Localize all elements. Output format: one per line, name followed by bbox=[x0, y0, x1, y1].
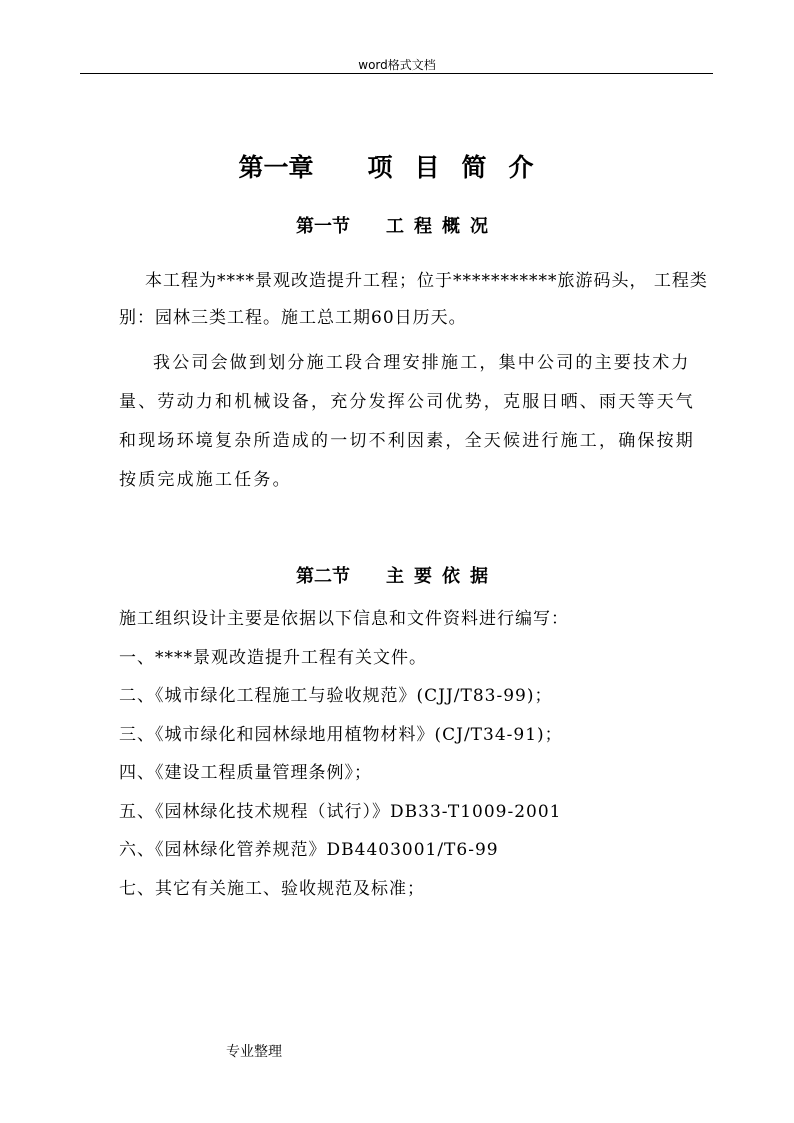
section-label: 第一节 bbox=[296, 216, 350, 237]
section-title-2 bbox=[0, 562, 794, 588]
chapter-title bbox=[0, 148, 794, 184]
section-title-1 bbox=[0, 212, 794, 238]
header-divider bbox=[80, 73, 713, 74]
section-name: 工程概况 bbox=[386, 216, 498, 237]
chapter-name: 项目简介 bbox=[367, 153, 556, 182]
basis-intro: 施工组织设计主要是依据以下信息和文件资料进行编写： bbox=[119, 609, 569, 629]
list-item: 二、《城市绿化工程施工与验收规范》(CJJ/T83-99)； bbox=[119, 686, 553, 706]
commitment-paragraph: 我公司会做到划分施工段合理安排施工，集中公司的主要技术力量、劳动力和机械设备，充分发挥公司优势，克服日晒、雨天等天气和现场环境复杂所造成的一切不利因素，全天候进行施工，确保按期按质完成施工任务。 bbox=[119, 353, 695, 490]
list-item: 一、****景观改造提升工程有关文件。 bbox=[119, 647, 427, 668]
page-header: word格式文档 bbox=[358, 58, 436, 72]
chapter-label: 第一章 bbox=[238, 153, 314, 182]
page-footer: 专业整理 bbox=[226, 1044, 282, 1060]
section-label: 第二节 bbox=[296, 566, 350, 587]
overview-paragraph: 本工程为****景观改造提升工程；位于***********旅游码头， 工程类别：园林三类工程。施工总工期60日历天。 bbox=[119, 271, 708, 328]
list-item: 四、《建设工程质量管理条例》； bbox=[119, 763, 372, 783]
list-item: 三、《城市绿化和园林绿地用植物材料》(CJ/T34-91)； bbox=[119, 724, 563, 745]
list-item: 七、其它有关施工、验收规范及标准； bbox=[119, 878, 425, 899]
basis-list bbox=[119, 600, 713, 908]
section-name: 主要依据 bbox=[386, 566, 498, 587]
list-item: 五、《园林绿化技术规程（试行）》DB33-T1009-2001 bbox=[119, 801, 562, 822]
list-item: 六、《园林绿化管养规范》DB4403001/T6-99 bbox=[119, 840, 499, 860]
